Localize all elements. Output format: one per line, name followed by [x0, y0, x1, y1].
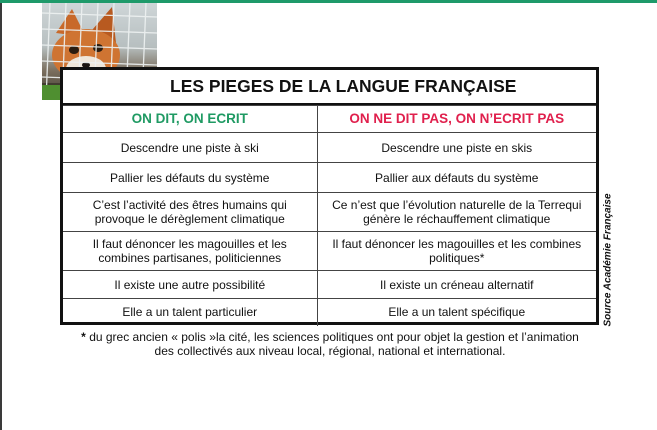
correct-cell: Il existe une autre possibilité	[63, 271, 317, 299]
column-header-correct: ON DIT, ON ECRIT	[63, 106, 317, 133]
correct-cell: Elle a un talent particulier	[63, 299, 317, 326]
source-text: Source Académie Française	[602, 193, 614, 327]
source-credit	[600, 190, 616, 330]
table-header-row	[63, 106, 596, 133]
correct-cell: Descendre une piste à ski	[63, 133, 317, 163]
table-row	[63, 299, 596, 326]
correct-cell: C’est l’activité des êtres humains qui provoque le dérèglement climatique	[63, 193, 317, 232]
left-rule	[0, 3, 2, 430]
card-title: LES PIEGES DE LA LANGUE FRANÇAISE	[63, 70, 596, 105]
pitfalls-card	[60, 67, 599, 325]
incorrect-cell: Descendre une piste en skis	[317, 133, 596, 163]
table-row	[63, 193, 596, 232]
comparison-table	[63, 105, 596, 326]
table-row	[63, 271, 596, 299]
incorrect-cell: Il faut dénoncer les magouilles et les combines politiques*	[317, 232, 596, 271]
footnote-text-2: des collectivés aux niveau local, régional, national et international.	[154, 344, 506, 358]
table-row	[63, 133, 596, 163]
incorrect-cell: Elle a un talent spécifique	[317, 299, 596, 326]
table-row	[63, 163, 596, 193]
footnote-star: *	[81, 330, 86, 344]
incorrect-cell: Pallier aux défauts du système	[317, 163, 596, 193]
incorrect-cell: Il existe un créneau alternatif	[317, 271, 596, 299]
table-row	[63, 232, 596, 271]
footnote-line-1	[60, 330, 600, 344]
column-header-incorrect: ON NE DIT PAS, ON N’ECRIT PAS	[317, 106, 596, 133]
incorrect-cell: Ce n’est que l’évolution naturelle de la Terrequi génère le réchauffement climatique	[317, 193, 596, 232]
correct-cell: Pallier les défauts du système	[63, 163, 317, 193]
correct-cell: Il faut dénoncer les magouilles et les combines partisanes, politiciennes	[63, 232, 317, 271]
footnote-text-1: du grec ancien « polis »la cité, les sciences politiques ont pour objet la gestion et l’animation	[89, 330, 579, 344]
footnote	[60, 330, 600, 358]
